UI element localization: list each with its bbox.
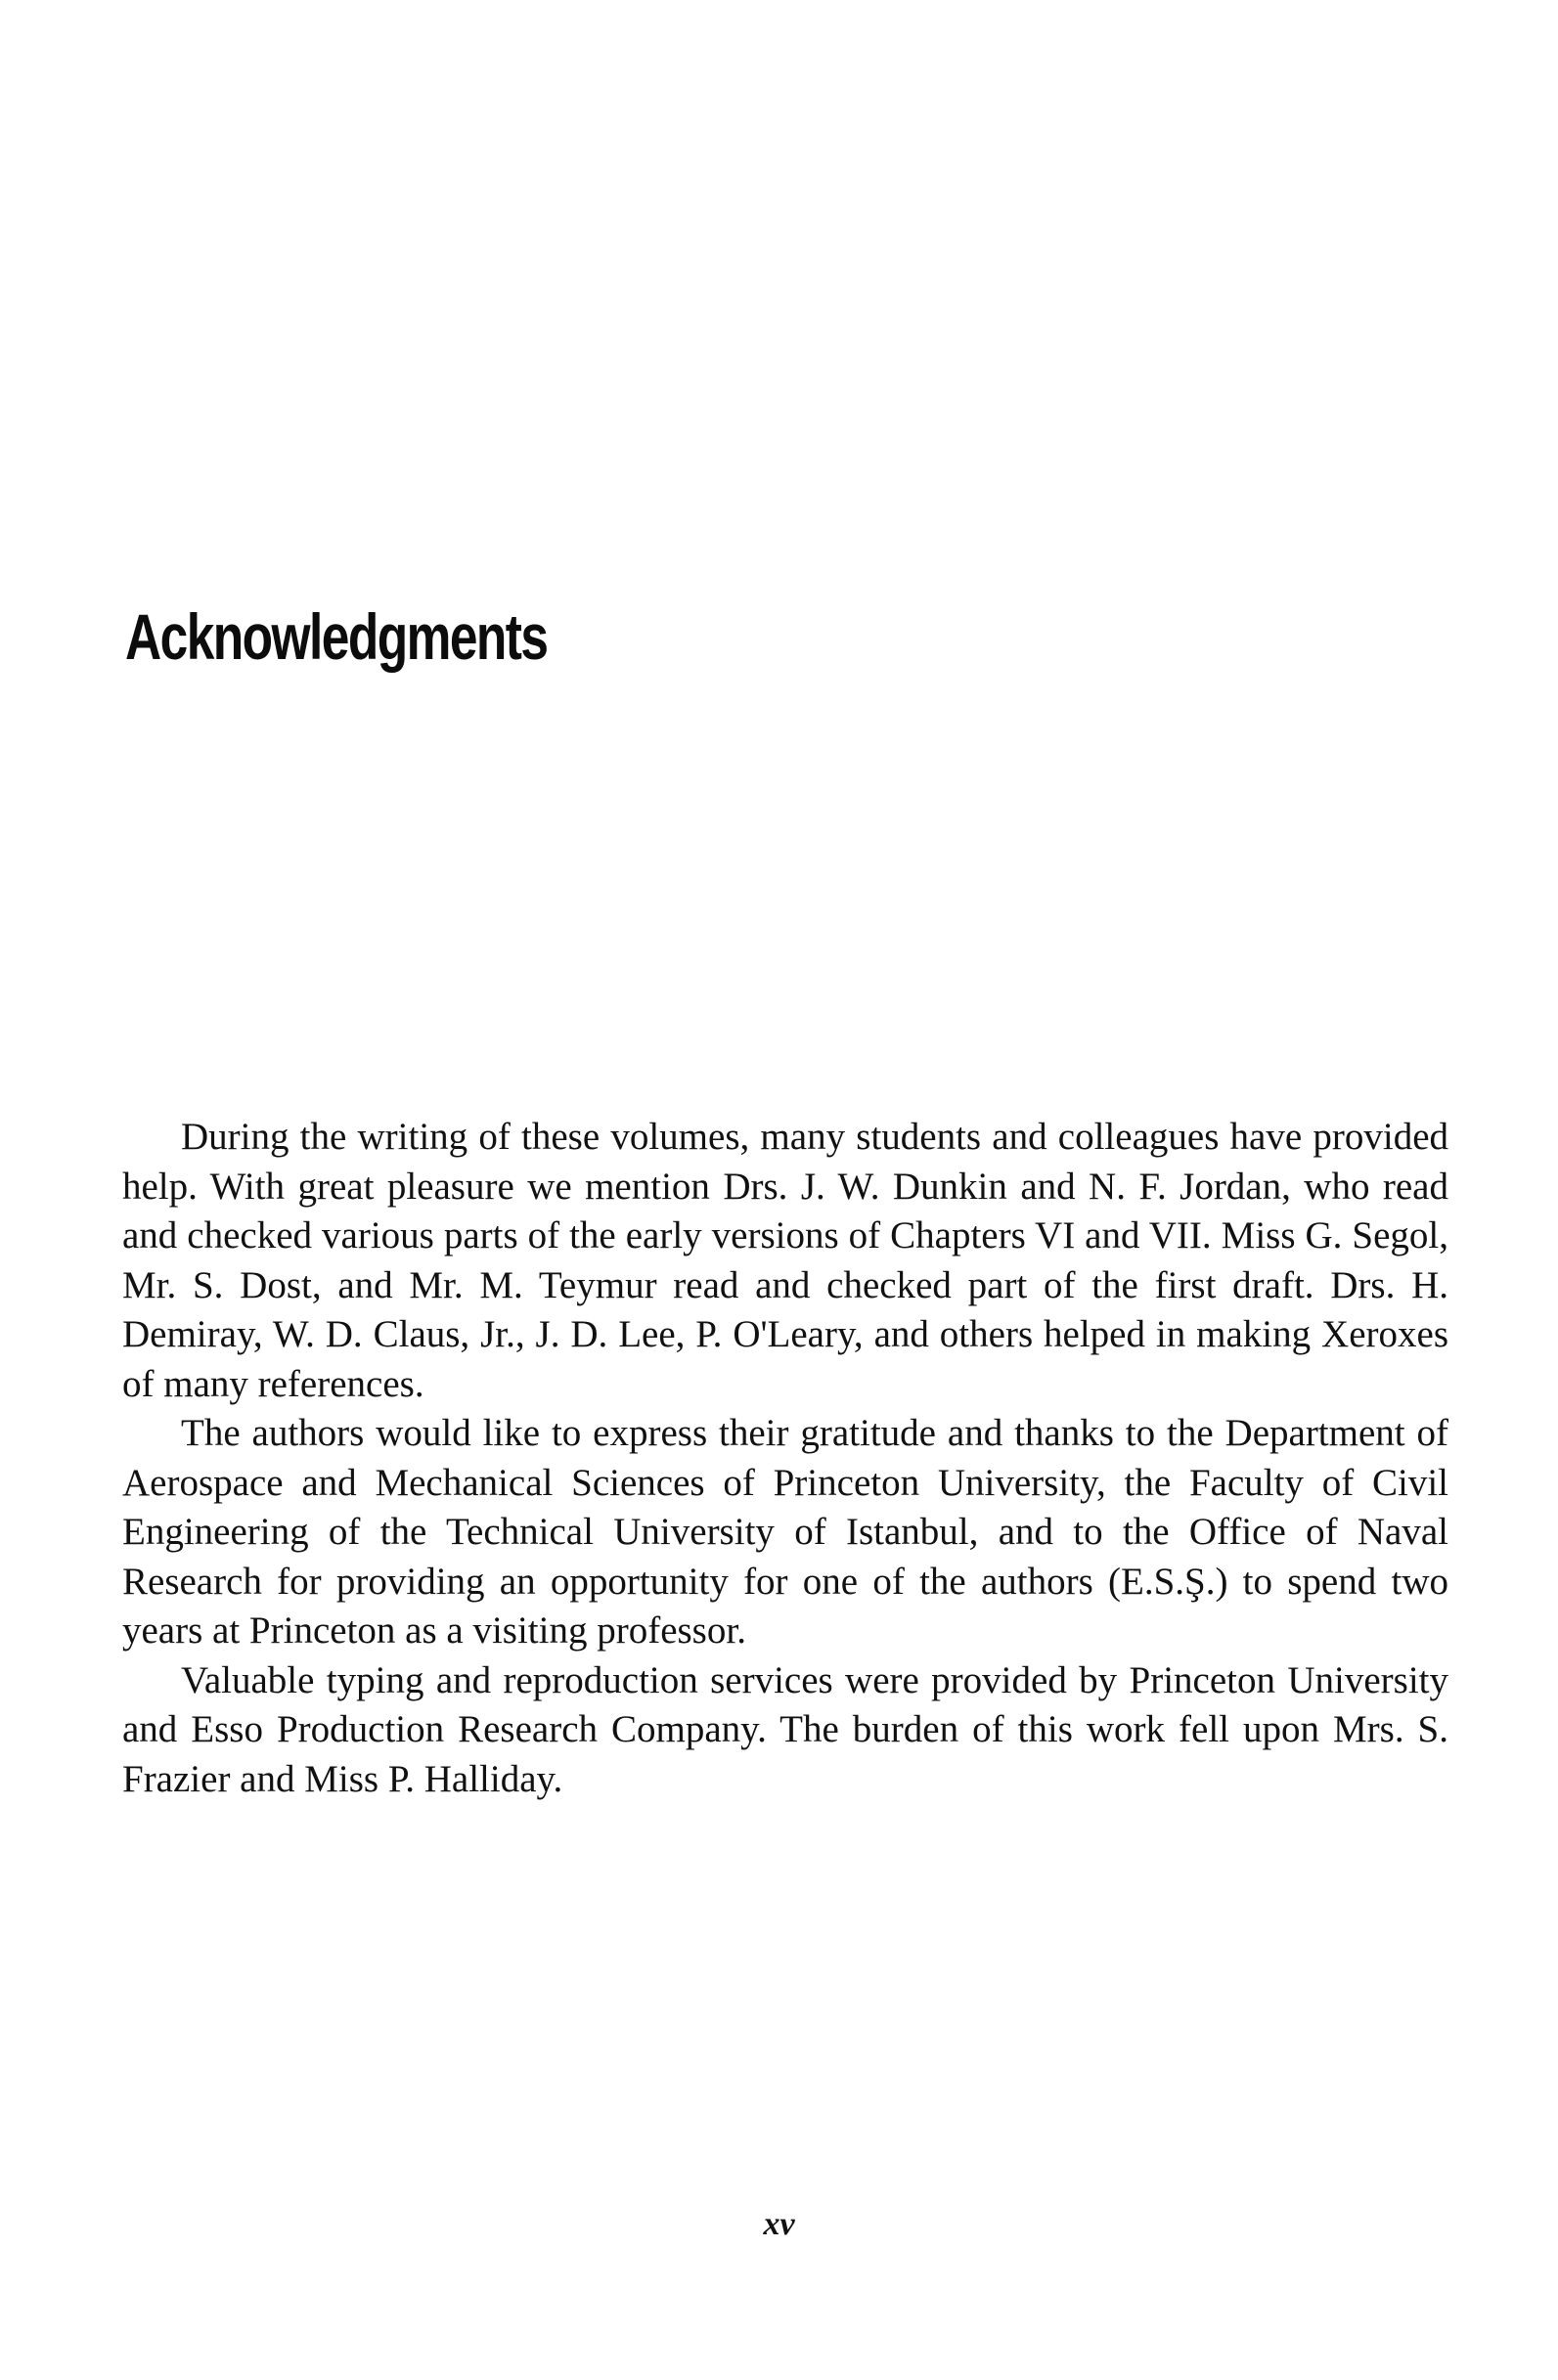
paragraph-3: Valuable typing and reproduction services were provided by Princeton University and Esso Production Research Company. The burden of this work fell upon Mrs. S. Frazier and Miss P. Halliday. [122,1658,1448,1800]
page-number: xv [763,2206,795,2242]
paragraph-2: The authors would like to express their gratitude and thanks to the Department of Aerospace and Mechanical Sciences of Princeton University, the Faculty of Civil Engineering of the Technical University of Istanbul, and to the Office of Naval Research for providing an opportunity for one of the authors (E.S.Ş.) to spend two years at Princeton as a visiting professor. [122,1412,1448,1652]
paragraph-1: During the writing of these volumes, many students and colleagues have provided help. With great pleasure we mention Drs. J. W. Dunkin and N. F. Jordan, who read and checked various parts of the early versions of Chapters VI and VII. Miss G. Segol, Mr. S. Dost, and Mr. M. Teymur read and checked part of the first draft. Drs. H. Demiray, W. D. Claus, Jr., J. D. Lee, P. O'Leary, and others helped in making Xeroxes of many references. [122,1116,1448,1405]
acknowledgments-body [122,1113,1448,1804]
page-title: Acknowledgments [125,600,548,673]
